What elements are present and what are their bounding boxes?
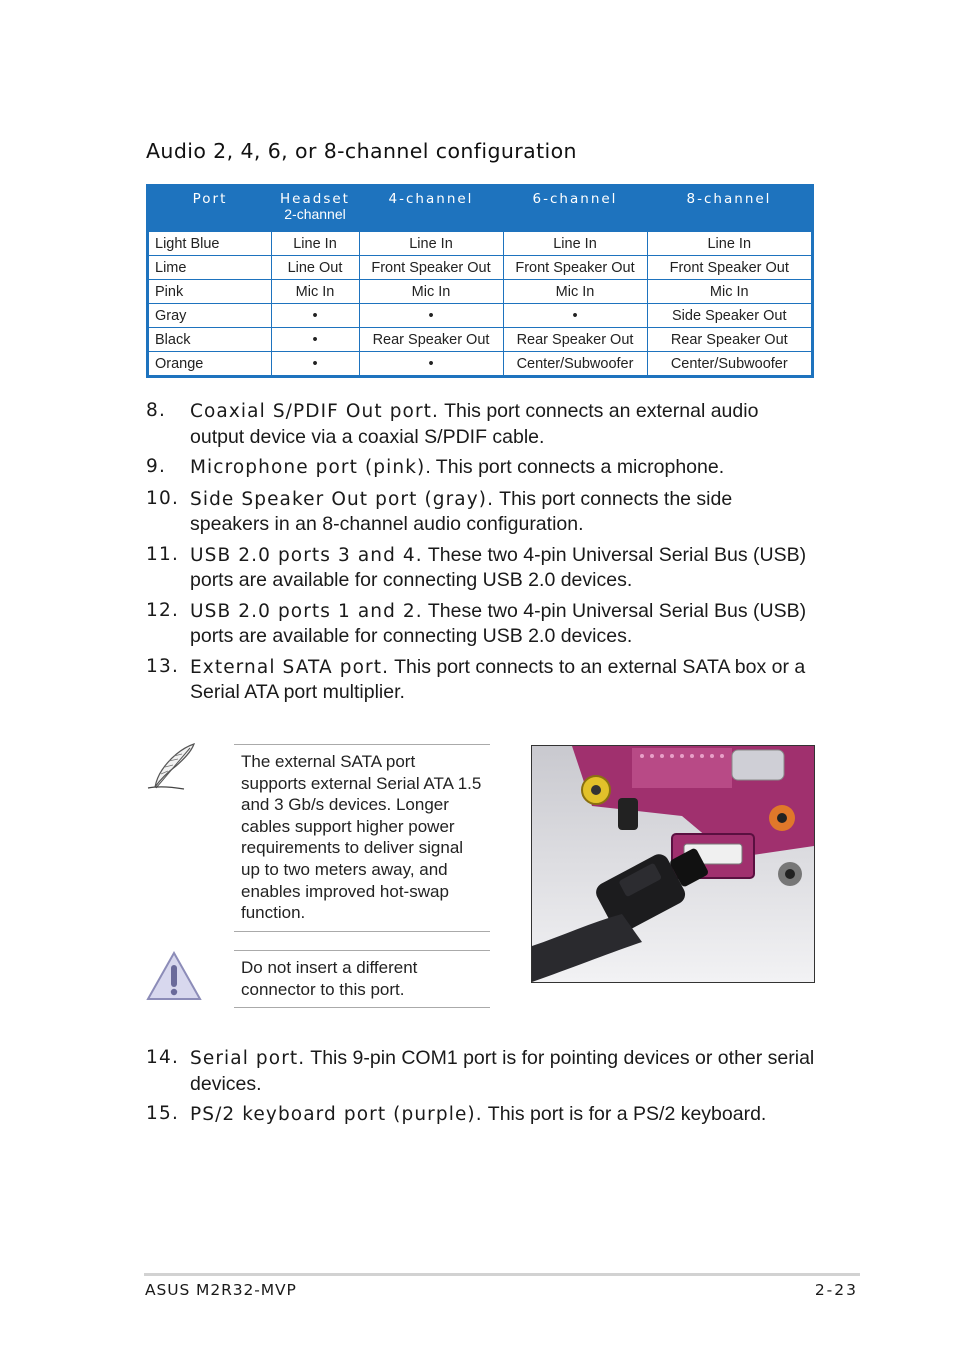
- item-text: This port connects an external audio output device via a coaxial S/PDIF cable.: [190, 400, 759, 448]
- item-text: These two 4-pin Universal Serial Bus (USB) ports are available for connecting USB 2.0 devices.: [190, 599, 807, 647]
- table-row: [148, 280, 813, 304]
- list-item: [146, 487, 816, 537]
- table-cell: Rear Speaker Out: [647, 328, 813, 352]
- table-cell: Line In: [359, 232, 503, 256]
- item-text: These two 4-pin Universal Serial Bus (USB) ports are available for connecting USB 2.0 devices.: [190, 543, 807, 591]
- table-cell: •: [359, 304, 503, 328]
- table-cell: •: [271, 328, 359, 352]
- caution-text: Do not insert a different connector to this port.: [241, 958, 418, 999]
- table-cell: Mic In: [647, 280, 813, 304]
- table-cell: Line In: [647, 232, 813, 256]
- item-text: This port is for a PS/2 keyboard.: [482, 1103, 767, 1125]
- note-box: [234, 744, 490, 932]
- header-4-channel: 4-channel: [359, 186, 503, 232]
- item-text: This port connects to an external SATA box or a Serial ATA port multiplier.: [190, 655, 806, 703]
- list-item: [146, 1046, 816, 1096]
- item-number: 8.: [146, 400, 167, 421]
- footer-page-number: 2-23: [814, 1281, 858, 1299]
- table-row: [148, 304, 813, 328]
- table-cell: •: [503, 304, 647, 328]
- item-text: . This port connects a microphone.: [425, 456, 725, 478]
- item-number: 11.: [146, 543, 180, 565]
- item-title: USB 2.0 ports 1 and 2.: [190, 600, 423, 622]
- header-8-channel: 8-channel: [647, 186, 813, 232]
- item-number: 9.: [146, 456, 167, 477]
- table-cell: Mic In: [271, 280, 359, 304]
- item-number: 10.: [146, 487, 180, 509]
- table-cell: Mic In: [359, 280, 503, 304]
- sata-port-photo: [531, 745, 815, 983]
- item-title: Microphone port (pink): [190, 457, 426, 478]
- footer-product-name: ASUS M2R32-MVP: [145, 1281, 297, 1299]
- item-title: Side Speaker Out port (gray).: [190, 488, 495, 510]
- table-cell: Front Speaker Out: [359, 256, 503, 280]
- table-cell: •: [271, 352, 359, 377]
- warning-icon: [146, 951, 202, 1008]
- list-item: [146, 655, 816, 705]
- item-text: This port connects the side speakers in an 8-channel audio configuration.: [190, 487, 733, 535]
- header-port: Port: [148, 186, 272, 232]
- table-cell: Front Speaker Out: [647, 256, 813, 280]
- item-text: This 9-pin COM1 port is for pointing devices or other serial devices.: [190, 1047, 815, 1095]
- table-cell: Mic In: [503, 280, 647, 304]
- item-number: 12.: [146, 599, 180, 621]
- item-title: USB 2.0 ports 3 and 4.: [190, 544, 423, 566]
- table-cell: Center/Subwoofer: [647, 352, 813, 377]
- table-cell: Line Out: [271, 256, 359, 280]
- table-cell: Line In: [271, 232, 359, 256]
- item-number: 13.: [146, 655, 180, 677]
- table-cell: Front Speaker Out: [503, 256, 647, 280]
- header-headset: Headset 2-channel: [271, 186, 359, 232]
- table-cell: Gray: [148, 304, 272, 328]
- table-row: [148, 232, 813, 256]
- list-item: [146, 543, 816, 593]
- item-title: Coaxial S/PDIF Out port.: [190, 401, 439, 422]
- section-heading: Audio 2, 4, 6, or 8-channel configuration: [146, 139, 577, 163]
- table-cell: Lime: [148, 256, 272, 280]
- table-cell: •: [359, 352, 503, 377]
- table-cell: Orange: [148, 352, 272, 377]
- item-number: 14.: [146, 1047, 180, 1068]
- item-title: PS/2 keyboard port (purple).: [190, 1104, 483, 1125]
- list-item: [146, 599, 816, 649]
- table-cell: Rear Speaker Out: [359, 328, 503, 352]
- table-row: [148, 328, 813, 352]
- table-cell: Rear Speaker Out: [503, 328, 647, 352]
- table-cell: Side Speaker Out: [647, 304, 813, 328]
- port-description-list-continued: [146, 1046, 816, 1134]
- footer-rule: [144, 1273, 860, 1276]
- table-cell: •: [271, 304, 359, 328]
- audio-config-table: [146, 184, 814, 378]
- table-cell: Line In: [503, 232, 647, 256]
- table-cell: Center/Subwoofer: [503, 352, 647, 377]
- table-cell: Black: [148, 328, 272, 352]
- list-item: [146, 1102, 816, 1128]
- feather-note-icon: [144, 742, 198, 799]
- table-cell: Pink: [148, 280, 272, 304]
- table-header-row: [148, 186, 813, 232]
- header-6-channel: 6-channel: [503, 186, 647, 232]
- item-title: External SATA port.: [190, 656, 390, 678]
- list-item: [146, 399, 816, 449]
- port-description-list: [146, 399, 816, 711]
- item-title: Serial port.: [190, 1048, 306, 1069]
- table-row: [148, 256, 813, 280]
- note-text: The external SATA port supports external Serial ATA 1.5 and 3 Gb/s devices. Longer cables support higher power requirements to deliver signal up to two meters away, and enables improved hot-swap function.: [241, 752, 482, 923]
- table-row: [148, 352, 813, 377]
- table-cell: Light Blue: [148, 232, 272, 256]
- list-item: [146, 455, 816, 481]
- item-number: 15.: [146, 1103, 180, 1124]
- caution-box: [234, 950, 490, 1008]
